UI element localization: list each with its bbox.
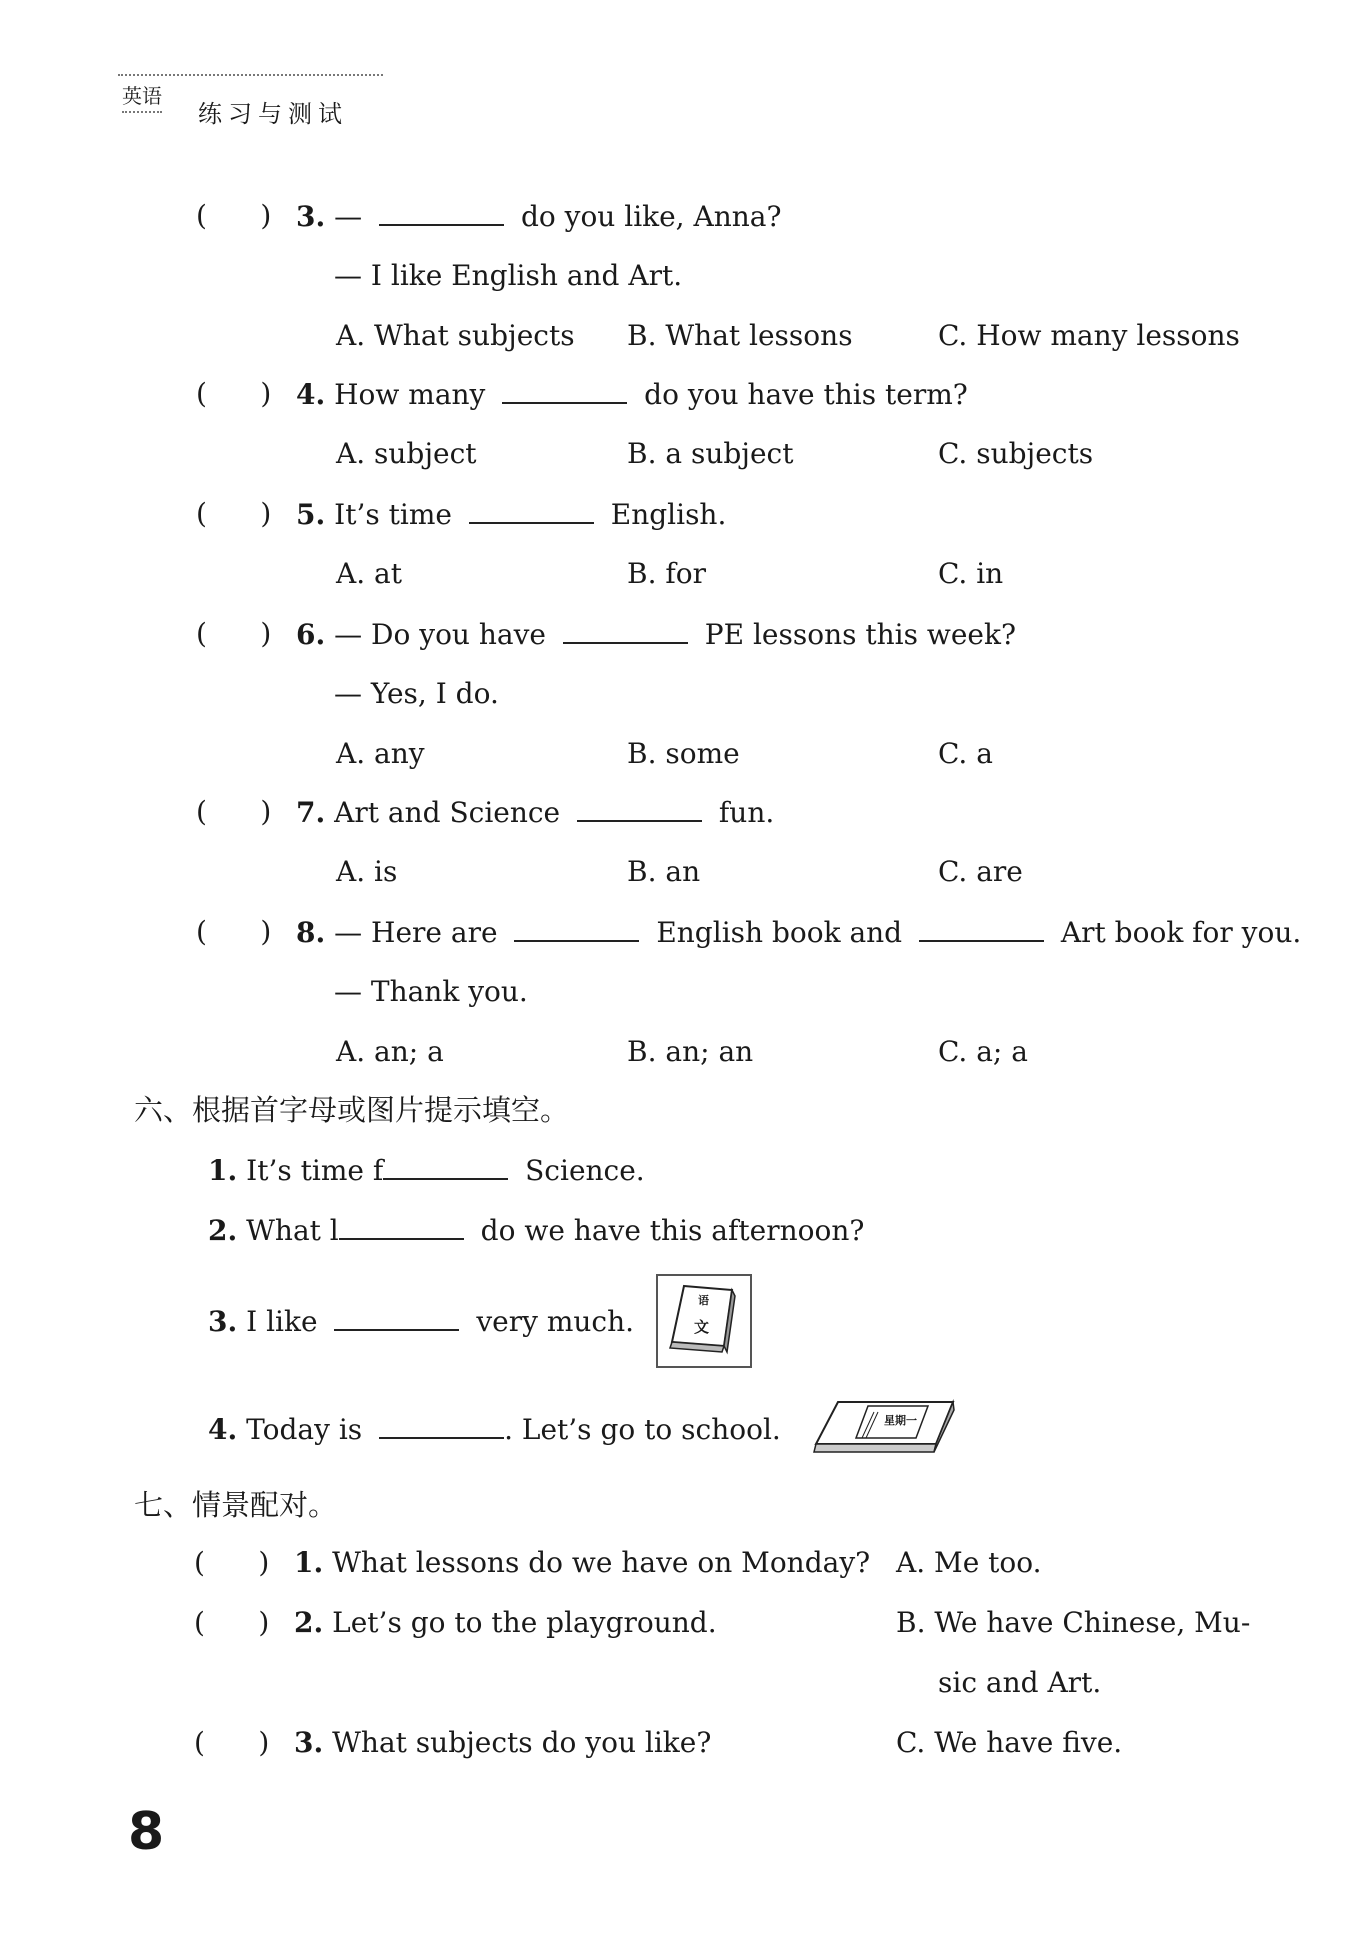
match-answer-b: B. We have Chinese, Mu- (896, 1606, 1251, 1639)
answer-paren[interactable]: ( ) (194, 1546, 270, 1579)
question-3 (296, 196, 781, 237)
header-book-title: 练习与测试 (198, 100, 348, 128)
question-reply: — Thank you. (334, 975, 528, 1008)
item-text-after: Science. (516, 1154, 645, 1187)
item-number: 3. (208, 1305, 238, 1338)
answer-blank[interactable] (563, 614, 688, 644)
item-text-before: I like (246, 1305, 327, 1338)
book-label-top: 语 (698, 1294, 709, 1307)
answer-blank[interactable] (469, 494, 594, 524)
question-text: Art and Science (334, 796, 570, 829)
item-number: 1. (208, 1154, 238, 1187)
answer-blank[interactable] (379, 1409, 504, 1439)
chinese-book-picture (656, 1274, 752, 1368)
question-number: 8. (296, 916, 326, 949)
answer-blank[interactable] (334, 1301, 459, 1331)
question-8 (296, 912, 1301, 953)
answer-paren[interactable]: ( ) (194, 1606, 270, 1639)
answer-paren[interactable]: ( ) (196, 795, 272, 828)
option-b: B. What lessons (627, 319, 853, 352)
match-answer-c: C. We have five. (896, 1726, 1123, 1759)
option-c: C. How many lessons (938, 319, 1240, 352)
answer-blank[interactable] (502, 374, 627, 404)
item-number: 3. (294, 1726, 324, 1759)
option-a: A. subject (336, 437, 477, 470)
option-b: B. a subject (627, 437, 794, 470)
question-number: 4. (296, 378, 326, 411)
option-c: C. a; a (938, 1035, 1028, 1068)
match-question-3 (294, 1723, 711, 1763)
page-number: 8 (128, 1802, 165, 1862)
option-a: A. is (336, 855, 398, 888)
answer-paren[interactable]: ( ) (196, 199, 272, 232)
item-text-after: do we have this afternoon? (471, 1214, 865, 1247)
answer-paren[interactable]: ( ) (196, 617, 272, 650)
option-a: A. What subjects (336, 319, 575, 352)
option-a: A. an; a (336, 1035, 444, 1068)
calendar-icon (808, 1394, 958, 1464)
item-text-before: What l (246, 1214, 339, 1247)
question-text: What subjects do you like? (332, 1726, 712, 1759)
option-c: C. subjects (938, 437, 1094, 470)
match-answer-b-continued: sic and Art. (938, 1666, 1102, 1699)
calendar-picture (808, 1394, 958, 1464)
question-text: do you have this term? (635, 378, 968, 411)
question-reply: — I like English and Art. (334, 259, 683, 292)
item-text-after: . Let’s go to school. (504, 1413, 781, 1446)
item-number: 2. (208, 1214, 238, 1247)
answer-blank[interactable] (383, 1150, 508, 1180)
question-text: How many (334, 378, 495, 411)
item-text-before: Today is (246, 1413, 372, 1446)
answer-blank[interactable] (379, 196, 504, 226)
answer-paren[interactable]: ( ) (196, 497, 272, 530)
header-subject-tag: 英语 (122, 80, 162, 113)
question-text: English book and (647, 916, 912, 949)
question-7 (296, 792, 774, 833)
question-text: What lessons do we have on Monday? (332, 1546, 871, 1579)
book-label-bottom: 文 (694, 1318, 710, 1336)
item-text-after: very much. (467, 1305, 635, 1338)
match-answer-a: A. Me too. (896, 1546, 1042, 1579)
page-header (118, 74, 388, 128)
item-number: 1. (294, 1546, 324, 1579)
section-6-title: 六、根据首字母或图片提示填空。 (134, 1093, 570, 1127)
option-c: C. in (938, 557, 1004, 590)
answer-paren[interactable]: ( ) (196, 377, 272, 410)
question-text: — (334, 200, 372, 233)
answer-blank[interactable] (514, 912, 639, 942)
question-text: do you like, Anna? (512, 200, 782, 233)
answer-blank[interactable] (577, 792, 702, 822)
question-text: — Do you have (334, 618, 555, 651)
match-question-1 (294, 1543, 870, 1583)
item-number: 2. (294, 1606, 324, 1639)
answer-paren[interactable]: ( ) (194, 1726, 270, 1759)
question-6 (296, 614, 1016, 655)
header-dotted-rule (118, 74, 383, 76)
question-number: 7. (296, 796, 326, 829)
option-a: A. any (336, 737, 425, 770)
answer-blank[interactable] (919, 912, 1044, 942)
question-text: Art book for you. (1052, 916, 1302, 949)
question-number: 5. (296, 498, 326, 531)
question-5 (296, 494, 726, 535)
option-b: B. some (627, 737, 740, 770)
option-b: B. an (627, 855, 701, 888)
question-text: It’s time (334, 498, 461, 531)
answer-paren[interactable]: ( ) (196, 915, 272, 948)
fill-item-2 (208, 1210, 864, 1251)
question-4 (296, 374, 968, 415)
match-question-2 (294, 1603, 717, 1643)
question-text: PE lessons this week? (695, 618, 1016, 651)
question-text: English. (601, 498, 727, 531)
item-number: 4. (208, 1413, 238, 1446)
question-text: fun. (710, 796, 775, 829)
question-number: 3. (296, 200, 326, 233)
option-c: C. a (938, 737, 993, 770)
option-b: B. for (627, 557, 706, 590)
question-text: — Here are (334, 916, 507, 949)
option-b: B. an; an (627, 1035, 754, 1068)
calendar-label: 星期一 (884, 1414, 917, 1427)
answer-blank[interactable] (339, 1210, 464, 1240)
question-number: 6. (296, 618, 326, 651)
option-a: A. at (336, 557, 402, 590)
question-text: Let’s go to the playground. (332, 1606, 717, 1639)
option-c: C. are (938, 855, 1023, 888)
item-text-before: It’s time f (246, 1154, 384, 1187)
fill-item-3 (208, 1301, 634, 1342)
fill-item-4 (208, 1409, 781, 1450)
question-reply: — Yes, I do. (334, 677, 499, 710)
fill-item-1 (208, 1150, 645, 1191)
section-7-title: 七、情景配对。 (134, 1488, 338, 1522)
